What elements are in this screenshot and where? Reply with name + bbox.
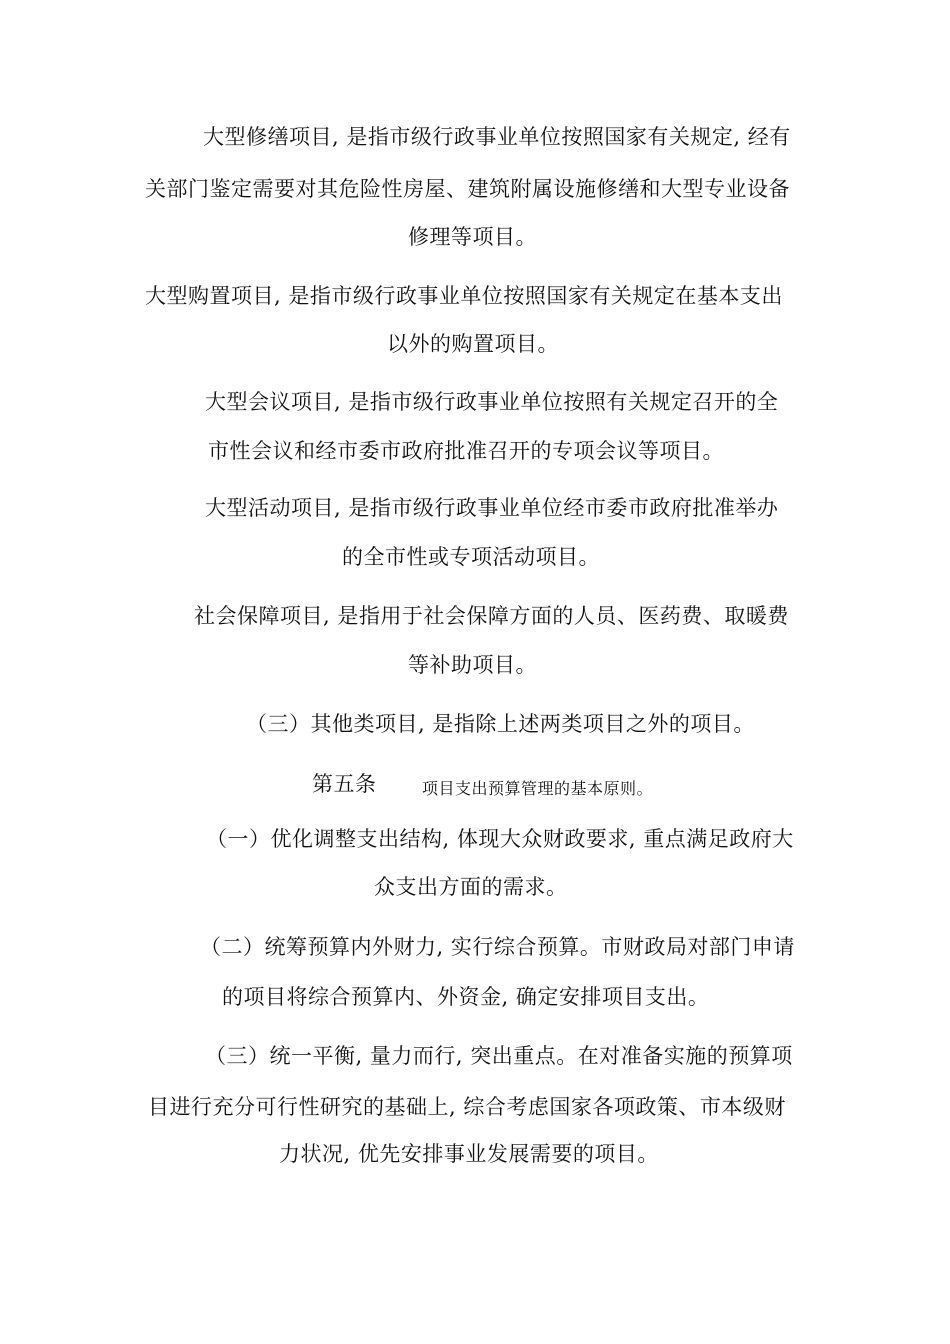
paragraph-line: 大型活动项目, 是指市级行政事业单位经市委市政府批准举办 [205,496,779,520]
paragraph-line: 以外的购置项目。 [387,332,559,356]
paragraph-line: 大型修缮项目, 是指市级行政事业单位按照国家有关规定, 经有 [203,125,791,149]
paragraph-line: 修理等项目。 [408,225,537,249]
paragraph-line: 等补助项目。 [408,653,537,677]
paragraph-line: 社会保障项目, 是指用于社会保障方面的人员、医药费、取暖费 [194,604,789,628]
article-number: 第五条 [312,772,377,796]
principle-line: 力状况, 优先安排事业发展需要的项目。 [279,1142,659,1166]
paragraph-line: （三）其他类项目, 是指除上述两类项目之外的项目。 [246,712,755,736]
paragraph-line: 关部门鉴定需要对其危险性房屋、建筑附属设施修缮和大型专业设备 [145,177,790,201]
principle-line: 众支出方面的需求。 [374,875,568,899]
principle-line: 目进行充分可行性研究的基础上, 综合考虑国家各项政策、市本级财 [148,1095,786,1119]
paragraph-line: 的全市性或专项活动项目。 [342,545,600,569]
principle-line: （一）优化调整支出结构, 体现大众财政要求, 重点满足政府大 [206,827,794,851]
article-title: 项目支出预算管理的基本原则。 [422,779,654,798]
paragraph-line: 大型会议项目, 是指市级行政事业单位按照有关规定召开的全 [205,390,779,414]
principle-line: （三）统一平衡, 量力而行, 突出重点。在对准备实施的预算项 [205,1044,793,1068]
paragraph-line: 大型购置项目, 是指市级行政事业单位按照国家有关规定在基本支出 [145,284,783,308]
paragraph-line: 市性会议和经市委市政府批准召开的专项会议等项目。 [208,439,724,463]
principle-line: 的项目将综合预算内、外资金, 确定安排项目支出。 [222,985,710,1009]
principle-line: （二）统筹预算内外财力, 实行综合预算。市财政局对部门申请 [200,935,795,959]
